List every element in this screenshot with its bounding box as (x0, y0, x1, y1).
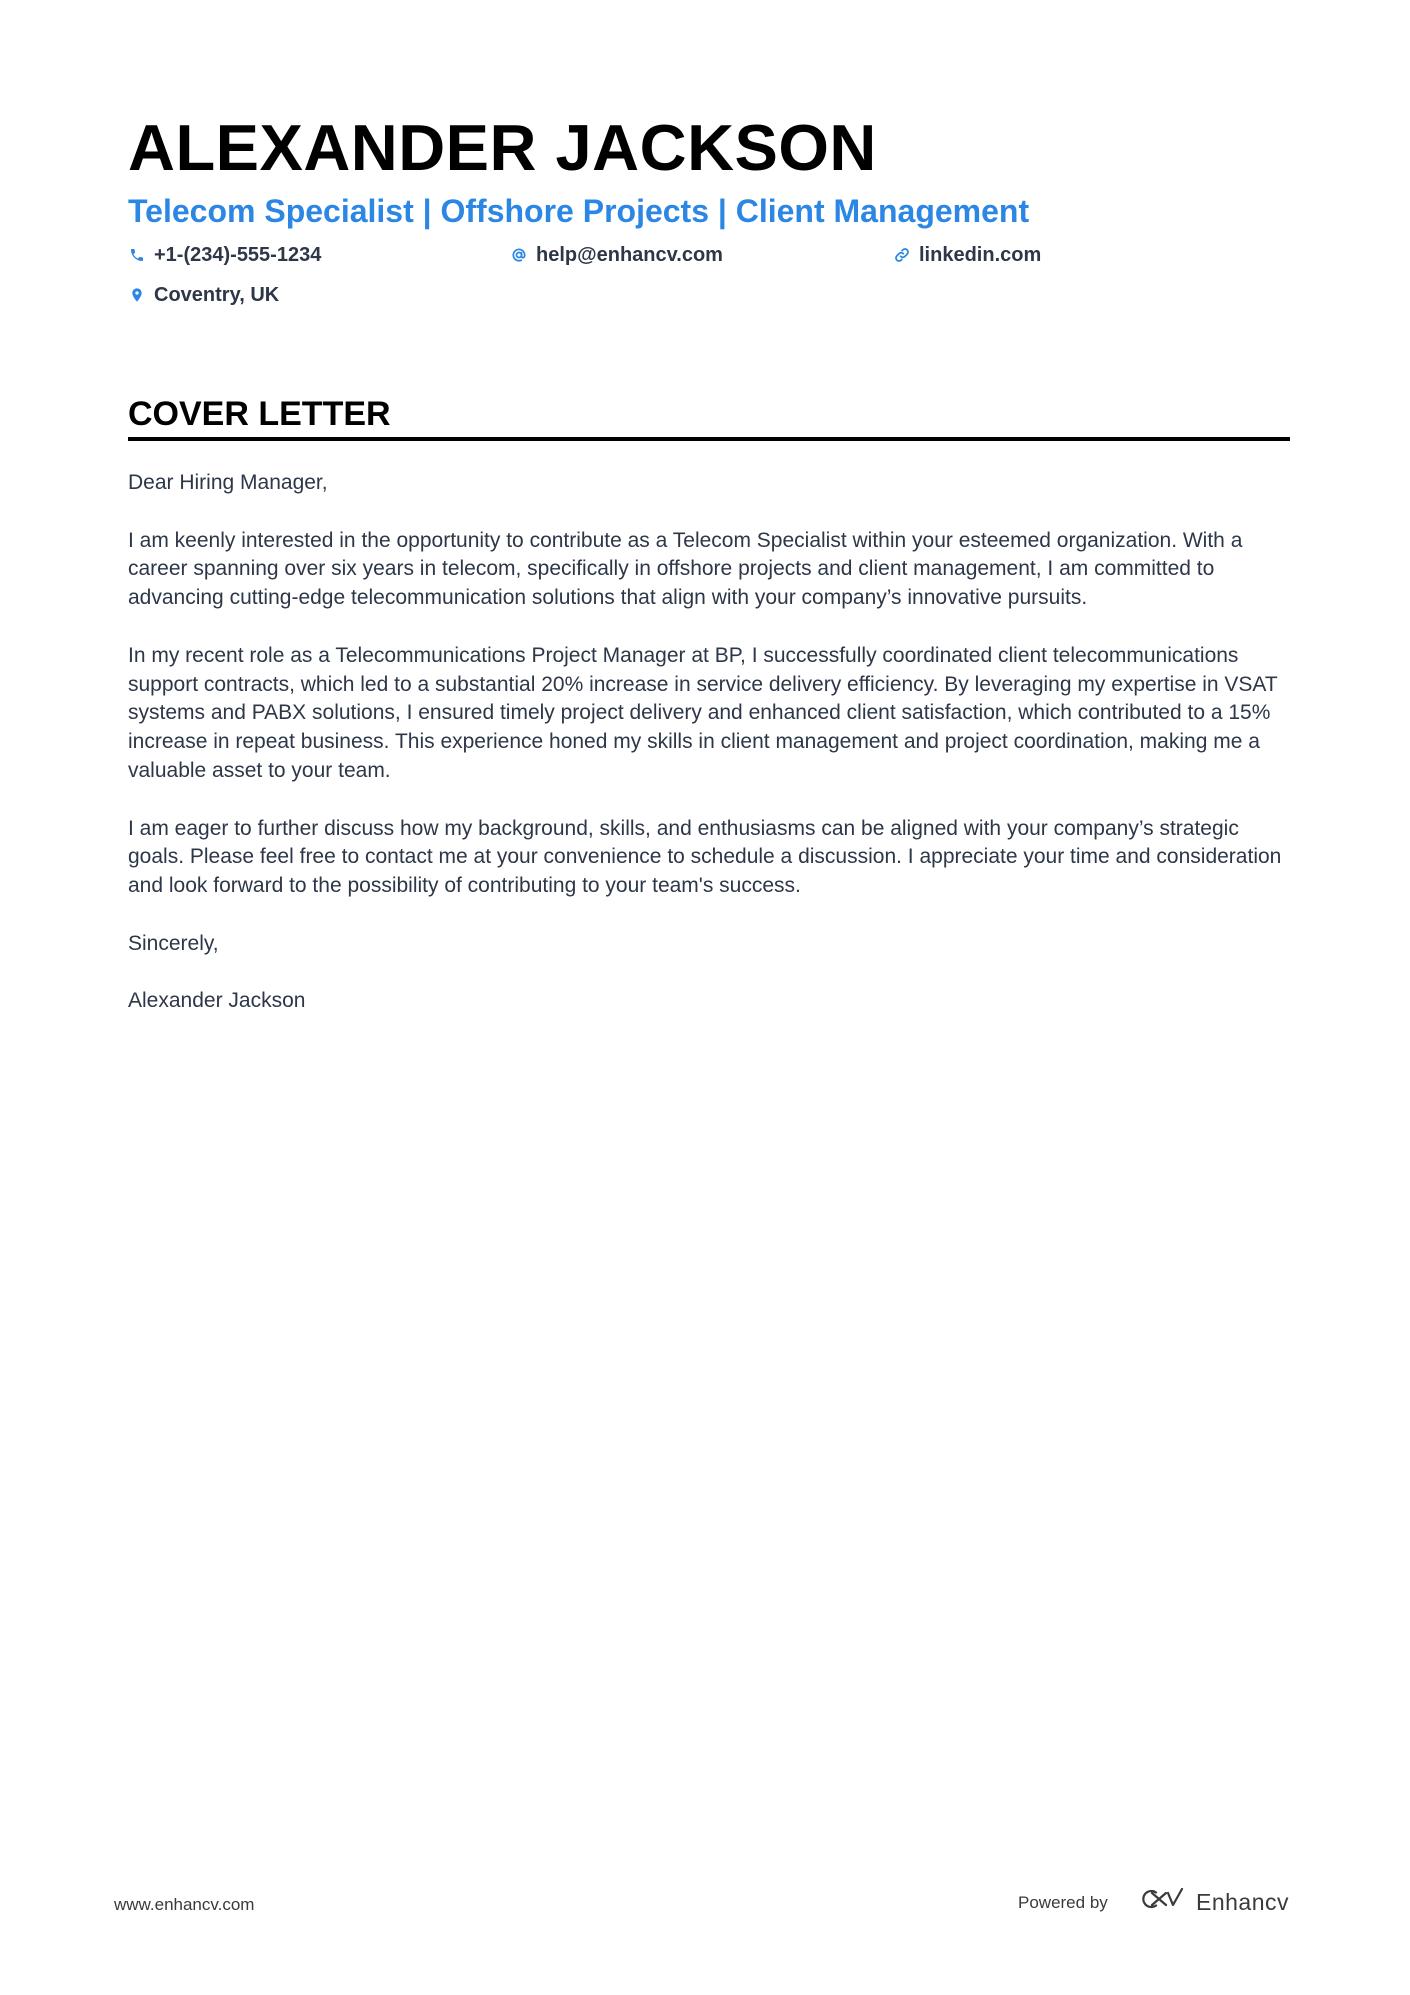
letter-greeting: Dear Hiring Manager, (128, 471, 328, 494)
contact-linkedin (893, 241, 1041, 269)
section-title: COVER LETTER (128, 395, 391, 433)
at-icon (510, 246, 528, 264)
phone-text: +1-(234)-555-1234 (154, 244, 322, 266)
link-icon (893, 246, 911, 264)
contact-phone (128, 241, 321, 269)
letter-signature: Alexander Jackson (128, 989, 306, 1013)
footer-website-link[interactable]: www.enhancv.com (114, 1895, 255, 1914)
email-text: help@enhancv.com (536, 244, 723, 266)
section-divider (128, 437, 1290, 441)
candidate-headline: Telecom Specialist | Offshore Projects | Client Management (128, 193, 1030, 229)
powered-by-label: Powered by (1018, 1893, 1108, 1912)
letter-closing: Sincerely, (128, 931, 219, 955)
enhancv-brand[interactable] (1138, 1885, 1289, 1918)
location-pin-icon (128, 286, 146, 304)
contact-location (128, 281, 279, 309)
candidate-name: ALEXANDER JACKSON (128, 111, 877, 184)
enhancv-logo-icon (1138, 1885, 1196, 1918)
letter-body (128, 469, 1293, 1045)
letter-paragraph: In my recent role as a Telecommunications Project Manager at BP, I successfully coordinated client telecommunications support contracts, which led to a substantial 20% increase in service delivery efficiency. By leveraging my expertise in VSAT systems and PABX solutions, I ensured timely project delivery and enhanced client satisfaction, which contributed to a 15% increase in repeat business. This experience honed my skills in client management and project coordination, making me a valuable asset to your team. (128, 643, 1278, 782)
enhancv-brand-name: Enhancv (1196, 1888, 1290, 1915)
location-text: Coventry, UK (154, 284, 280, 306)
linkedin-text: linkedin.com (919, 244, 1042, 266)
letter-paragraph: I am eager to further discuss how my background, skills, and enthusiasms can be aligned with your company’s strategic goals. Please feel free to contact me at your convenience to schedule a discussion. I appreciate your time and consideration and look forward to the possibility of contributing to your team's success. (128, 816, 1282, 898)
phone-icon (128, 246, 146, 264)
contact-email (510, 241, 723, 269)
letter-paragraph: I am keenly interested in the opportunity to contribute as a Telecom Specialist within your esteemed organization. With a career spanning over six years in telecom, specifically in offshore projects and client management, I am committed to advancing cutting-edge telecommunication solutions that align with your company’s innovative pursuits. (128, 528, 1243, 610)
